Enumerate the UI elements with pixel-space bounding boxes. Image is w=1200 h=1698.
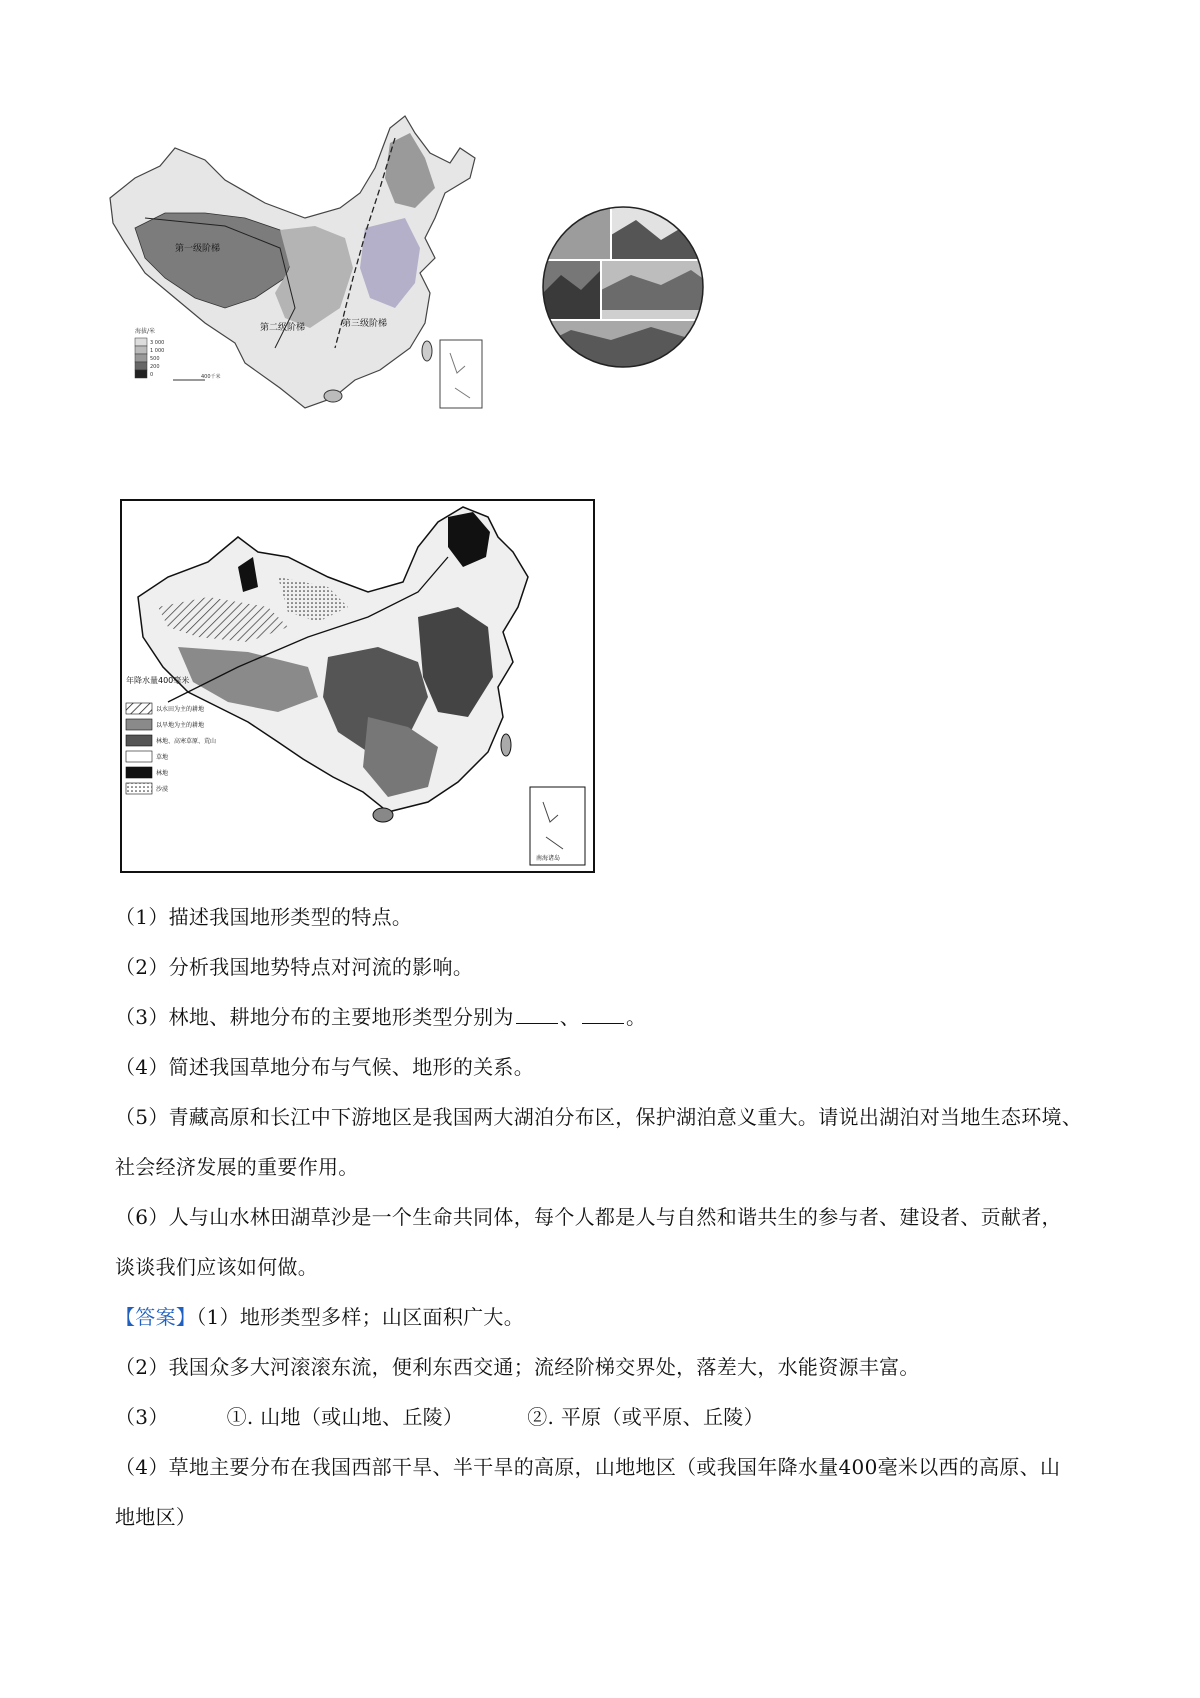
inset-label: 南海诸岛 (536, 855, 561, 862)
label-step1: 第一级阶梯 (175, 244, 221, 254)
answer-3-item-2: ②. 平原（或平原、丘陵） (527, 1405, 764, 1429)
question-6-line-2: 谈谈我们应该如何做。 (115, 1255, 318, 1279)
answer-1 (115, 1295, 1100, 1339)
answer-4-line-2: 地地区） (115, 1505, 197, 1529)
south-sea-inset (440, 340, 482, 408)
question-1: （1）描述我国地形类型的特点。 (115, 905, 413, 929)
svg-text:草地: 草地 (156, 754, 169, 761)
south-sea-inset-landuse (530, 787, 585, 865)
terrain-map-figure (105, 108, 553, 433)
land-use-map-figure (118, 497, 597, 879)
answer-blank-2 (582, 1005, 624, 1024)
answer-4-line-1: （4）草地主要分布在我国西部干旱、半干旱的高原，山地地区（或我国年降水量400毫米以西的高原、山 (115, 1455, 1061, 1479)
svg-text:以水田为主的耕地: 以水田为主的耕地 (156, 706, 205, 713)
svg-text:0: 0 (150, 372, 154, 378)
svg-text:沙漠: 沙漠 (156, 786, 169, 793)
question-2: （2）分析我国地势特点对河流的影响。 (115, 955, 474, 979)
answer-blank-1 (516, 1005, 558, 1024)
svg-text:以旱地为主的耕地: 以旱地为主的耕地 (156, 722, 205, 729)
landscape-photo-collage-icon (541, 205, 705, 369)
answer-3-item-1: ①. 山地（或山地、丘陵） (226, 1405, 464, 1429)
answer-tag: 【答案】 (115, 1305, 197, 1329)
answer-3-prefix: （3） (115, 1405, 169, 1429)
svg-text:500: 500 (150, 356, 160, 362)
question-4: （4）简述我国草地分布与气候、地形的关系。 (115, 1055, 535, 1079)
answer-1-text: （1）地形类型多样；山区面积广大。 (196, 1305, 525, 1329)
svg-text:林地: 林地 (156, 770, 169, 777)
answer-3 (115, 1395, 1100, 1439)
svg-text:3 000: 3 000 (150, 340, 165, 346)
svg-text:200: 200 (150, 364, 160, 370)
question-5-line-1: （5）青藏高原和长江中下游地区是我国两大湖泊分布区，保护湖泊意义重大。请说出湖泊对当地生态环境、 (115, 1105, 1083, 1129)
label-step3: 第三级阶梯 (342, 319, 388, 329)
question-3 (115, 995, 1100, 1039)
question-3-separator: 、 (559, 1005, 581, 1029)
question-6-line-1: （6）人与山水林田湖草沙是一个生命共同体，每个人都是人与自然和谐共生的参与者、建设者、贡献者， (115, 1205, 1062, 1229)
question-3-text: （3）林地、耕地分布的主要地形类型分别为 (115, 1005, 514, 1029)
scale-label: 400千米 (201, 374, 221, 380)
isohyet-label: 年降水量400毫米 (126, 676, 190, 685)
question-5-line-2: 社会经济发展的重要作用。 (115, 1155, 359, 1179)
label-step2: 第二级阶梯 (260, 323, 306, 333)
svg-text:林地、高寒草原、荒山: 林地、高寒草原、荒山 (156, 738, 217, 745)
answer-2: （2）我国众多大河滚滚东流，便利东西交通；流经阶梯交界处，落差大，水能资源丰富。 (115, 1355, 920, 1379)
svg-text:1 000: 1 000 (150, 348, 165, 354)
question-3-end: 。 (626, 1005, 647, 1029)
svg-text:海拔/米: 海拔/米 (135, 328, 156, 335)
